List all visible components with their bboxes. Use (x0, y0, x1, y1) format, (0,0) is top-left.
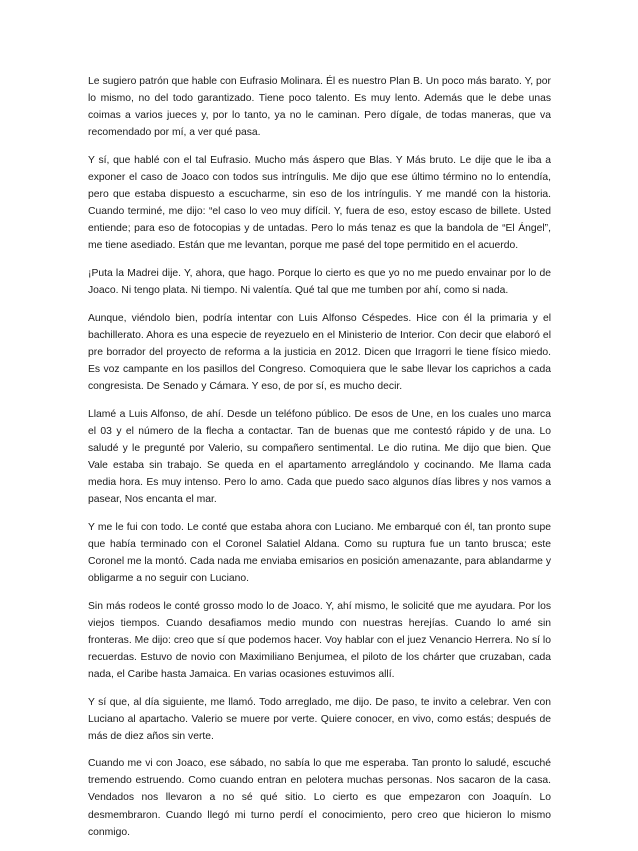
paragraph: ¡Puta la Madrei dije. Y, ahora, que hago. Porque lo cierto es que yo no me puedo envainar por lo de Joaco. Ni tengo plata. Ni tiempo. Ni valentía. Qué tal que me tumben por ahí, como si nada. (88, 267, 551, 297)
paragraph: Llamé a Luis Alfonso, de ahí. Desde un teléfono público. De esos de Une, en los cuales uno marca el 03 y el número de la flecha a contactar. Tan de buenas que me contestó rápido y de una. Lo saludé y le pregunté por Valerio, su compañero sentimental. Le dio rutina. Me dijo que bien. Que Vale estaba sin trabajo. Se queda en el apartamento arreglándolo y cocinando. Me llama cada media hora. Es muy intenso. Pero lo amo. Cada que puedo saco algunos días libres y nos vamos a pasear, Nos encanta el mar. (88, 408, 551, 506)
paragraph: Le sugiero patrón que hable con Eufrasio Molinara. Él es nuestro Plan B. Un poco más barato. Y, por lo mismo, no del todo garantizado. Tiene poco talento. Es muy lento. Además que le debe unas coimas a varios jueces y, por lo tanto, ya no le caminan. Pero dígale, de todas maneras, que va recomendado por mí, a ver qué pasa. (88, 76, 551, 139)
paragraph: Y sí, que hablé con el tal Eufrasio. Mucho más áspero que Blas. Y Más bruto. Le dije que le iba a exponer el caso de Joaco con todos sus intríngulis. Me dijo que ese último término no lo entendía, pero que estaba dispuesto a escucharme, sin eso de los intríngulis. Y me mandé con la historia. Cuando terminé, me dijo: “el caso lo veo muy difícil. Y, fuera de eso, estoy escaso de billete. Usted entiende; para eso de fotocopias y de untadas. Pero lo más tenaz es que la bandola de “El Ángel”, me tiene asediado. Están que me levantan, porque me pasé del tope permitido en el acuerdo. (88, 154, 551, 252)
paragraph: Cuando me vi con Joaco, ese sábado, no sabía lo que me esperaba. Tan pronto lo saludé, escuché tremendo estruendo. Como cuando entran en pelotera muchas personas. Nos sacaron de la casa. Vendados nos llevaron a no sé qué sitio. Lo cierto es que empezaron con Joaquín. Lo desmembraron. Cuando llegó mi turno perdí el conocimiento, pero creo que hicieron lo mismo conmigo. (88, 758, 551, 838)
paragraph: Y me le fui con todo. Le conté que estaba ahora con Luciano. Me embarqué con él, tan pronto supe que había terminado con el Coronel Salatiel Aldana. Como su ruptura fue un tanto brusca; este Coronel me la montó. Cada nada me enviaba emisarios en posición amenazante, para ablandarme y obligarme a no seguir con Luciano. (88, 521, 551, 584)
document-body (88, 73, 551, 851)
paragraph: Y sí que, al día siguiente, me llamó. Todo arreglado, me dijo. De paso, te invito a celebrar. Ven con Luciano al apartacho. Valerio se muere por verte. Quiere conocer, en vivo, como estás; después de más de diez años sin verte. (88, 696, 551, 742)
paragraph: Sin más rodeos le conté grosso modo lo de Joaco. Y, ahí mismo, le solicité que me ayudara. Por los viejos tiempos. Cuando desafiamos medio mundo con nuestras herejías. Cuando lo amé sin fronteras. Me dijo: creo que sí que podemos hacer. Voy hablar con el juez Venancio Herrera. No sí lo recuerdas. Estuvo de novio con Maximiliano Benjumea, el piloto de los chárter que cruzaban, cada nada, el Caribe hasta Jamaica. En varias ocasiones estuvimos allí. (88, 600, 551, 680)
paragraph: Aunque, viéndolo bien, podría intentar con Luis Alfonso Céspedes. Hice con él la primaria y el bachillerato. Ahora es una especie de reyezuelo en el Ministerio de Interior. Con decir que elaboró el pre borrador del proyecto de reforma a la justicia en 2012. Dicen que Irragorri le tiene físico miedo. Es voz campante en los pasillos del Congreso. Comoquiera que le sabe llevar los caprichos a cada congresista. De Senado y Cámara. Y eso, de por sí, es mucho decir. (88, 312, 551, 392)
